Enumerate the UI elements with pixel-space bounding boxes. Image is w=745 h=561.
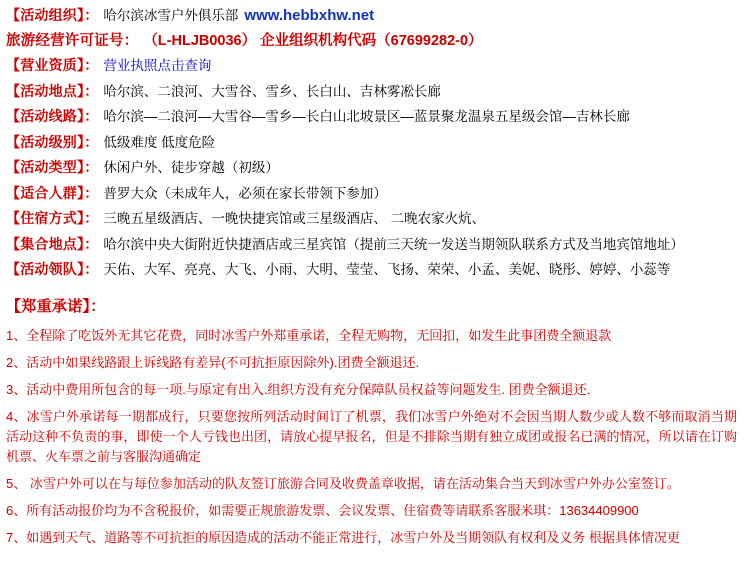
field-audience-label: 【适合人群】： [6, 184, 99, 201]
field-type-value: 休闲户外、徒步穿越（初级） [103, 160, 279, 175]
field-leaders-value: 天佑、大军、亮亮、大飞、小雨、大明、莹莹、飞扬、荣荣、小孟、美妮、晓彤、婷婷、小蕊等 [103, 262, 671, 277]
field-organizer-label: 【活动组织】： [6, 7, 99, 23]
field-destination [6, 82, 745, 101]
promise-item: 6、所有活动报价均为不含税报价，如需要正规旅游发票、会议发票、住宿费等请联系客服米琪：13634409900 [6, 503, 639, 518]
field-license [6, 32, 745, 50]
promise-title: 【郑重承诺】： [6, 298, 106, 315]
field-license-label: 旅游经营许可证号： [6, 32, 139, 49]
promise-item: 4、冰雪户外承诺每一期都成行，只要您按所列活动时间订了机票，我们冰雪户外绝对不会因当期人数少或人数不够而取消当期活动这种不负责的事，即使一个人亏钱也出团，请放心提早报名，但是不排除当期有独立成团或报名已满的情况，所以请在订购机票、火车票之前与客服沟通确定 [6, 409, 737, 464]
field-accommodation-label: 【住宿方式】： [6, 210, 99, 226]
field-qualification-label: 【营业资质】： [6, 57, 99, 73]
field-list [0, 0, 745, 279]
field-qualification [6, 56, 745, 75]
field-organizer-value: 哈尔滨冰雪户外俱乐部 [103, 8, 239, 23]
field-level-value: 低级难度 低度危险 [103, 134, 216, 150]
promise-item: 5、 冰雪户外可以在与每位参加活动的队友签订旅游合同及收费盖章收据，请在活动集合当天到冰雪户外办公室签订。 [6, 476, 680, 491]
field-route [6, 107, 745, 126]
field-qualification-value[interactable]: 营业执照点击查询 [103, 58, 212, 73]
field-route-label: 【活动线路】： [6, 108, 99, 124]
field-leaders-label: 【活动领队】： [6, 261, 99, 277]
promise-item: 2、活动中如果线路跟上诉线路有差异(不可抗拒原因除外).团费全额退还. [6, 355, 420, 370]
promise-list [0, 326, 745, 548]
field-accommodation [6, 209, 745, 228]
promise-item: 1、全程除了吃饭外无其它花费，同时冰雪户外郑重承诺，全程无购物，无回扣，如发生此事团费全额退款 [6, 328, 612, 343]
promise-item: 3、活动中费用所包含的每一项.与原定有出入.组织方没有充分保障队员权益等问题发生. 团费全额退还. [6, 382, 591, 397]
field-audience [6, 184, 745, 203]
field-level-label: 【活动级别】： [6, 133, 99, 150]
field-destination-value: 哈尔滨、二浪河、大雪谷、雪乡、长白山、吉林雾凇长廊 [103, 83, 441, 99]
field-meeting-point-value: 哈尔滨中央大街附近快捷酒店或三星宾馆（提前三天统一发送当期领队联系方式及当地宾馆地址） [103, 236, 684, 252]
site-name: www.hebbxhw.net [244, 7, 375, 24]
promise-item: 7、如遇到天气、道路等不可抗拒的原因造成的活动不能正常进行，冰雪户外及当期领队有权利及义务 根据具体情况更 [6, 530, 680, 545]
field-accommodation-value: 三晚五星级酒店、一晚快捷宾馆或三星级酒店、 二晚农家火炕、 [103, 211, 486, 226]
field-route-value: 哈尔滨—二浪河—大雪谷—雪乡—长白山北坡景区—蓝景聚龙温泉五星级会馆—吉林长廊 [103, 109, 630, 124]
field-meeting-point-label: 【集合地点】： [6, 235, 99, 252]
field-audience-value: 普罗大众（未成年人，必须在家长带领下参加） [103, 185, 387, 201]
field-license-value: （L-HLJB0036） 企业组织机构代码（67699282-0） [143, 32, 483, 49]
field-organizer [6, 6, 745, 25]
field-destination-label: 【活动地点】： [6, 82, 99, 99]
field-meeting-point [6, 235, 745, 254]
field-type [6, 158, 745, 177]
field-level [6, 133, 745, 152]
field-type-label: 【活动类型】： [6, 159, 99, 175]
field-leaders [6, 260, 745, 279]
